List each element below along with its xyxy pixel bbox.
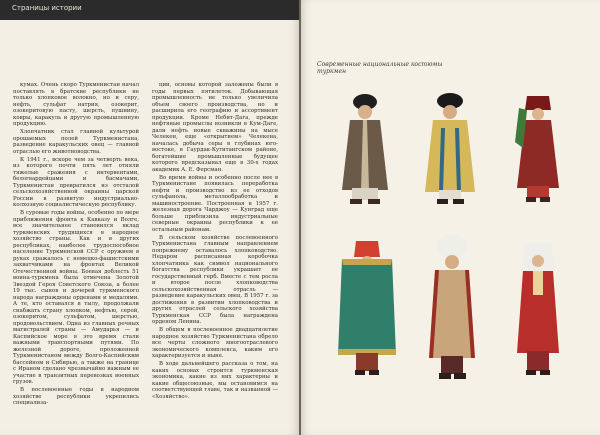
costume-face — [532, 255, 544, 267]
running-head — [0, 0, 299, 20]
paragraph: Хлопчатник стал главной культурой орошаемых полей Туркменистана, разведение каракульских овец — главной отраслью его животноводства. — [13, 129, 139, 155]
costume-shoe — [540, 197, 550, 202]
costume-shoe — [369, 370, 379, 375]
costume-face — [445, 255, 459, 269]
costume-boot — [453, 199, 464, 204]
paragraph: В послевоенные годы в народном хозяйстве республики укрепились специализа- — [13, 387, 139, 406]
illustration-caption: Современные национальные костюмы туркмен — [317, 61, 443, 76]
paragraph: В ходе дальнейшего рассказа о том, на каких основах строится туркменская экономика, какие из них характерны и какие общесоюзные, мы остановимся на соответствующей главе, так и названной — «Хозяйство». — [152, 361, 278, 400]
costume-shoe — [540, 370, 550, 375]
costume-illustration — [419, 88, 481, 208]
costume-pants — [352, 188, 378, 200]
costume-shoe — [526, 370, 536, 375]
costume-pants — [441, 356, 463, 374]
costume-headdress — [354, 241, 380, 257]
costume-sheepskin-hat — [437, 234, 467, 258]
costume-boot — [350, 199, 362, 204]
costume-pants — [439, 190, 461, 200]
costume-shoe — [526, 197, 536, 202]
costume-figure-4 — [334, 235, 400, 385]
paragraph: Во время войны и особенно после нее в Туркменистане появилась переработка нефти и производство из ее отходов сульфанола, металлообработка и машиностроение. Построенная в 1957 г. железная дорога Чарджоу — Кунград еще больше приблизила индустриальные северные окраины республики к ее остальным районам. — [152, 174, 278, 233]
costume-dress — [356, 353, 378, 371]
costume-shawl — [338, 259, 396, 355]
paragraph: К 1941 г., вскоре чем за четверть века, из которого почти пять лет отняли тяжелые сражения с интервентами, белогвардейцами и басмачами, Туркменистан превратился из отсталой сельскохозяйственной окраины царской России в развитую индустриально-колхозную социалистическую республику. — [13, 156, 139, 208]
costume-illustration — [507, 88, 569, 208]
paragraph: кумах. Очень скоро Туркменистан начал поставлять в братские республики не только хлопковое волокно, но и серу, нефть, сульфат натрия, озокерит, озокеритовую пасту, шерсть, пушнину, ковры, каракуль и другую промышленную продукцию. — [13, 82, 139, 127]
costume-breastplate — [533, 271, 543, 295]
costume-figure-1 — [334, 88, 396, 208]
paragraph: В суровые годы войны, особенно по мере приближения фронта к Кавказу и Волге, все значительнее становился вклад туркменских трудящихся в народное хозяйство страны. Как и в других республиках, наиболее трудоспособное население Туркменской ССР с оружием в руках сражалось с немецко-фашистскими захватчиками на фронтах Великой Отечественной войны. Боевая доблесть 51 воина-туркмена была отмечена Золотой Звездой Героя Советского Союза, а более 19 тыс. сынов и дочерей туркменского народа награждены орденами и медалями. А те, кто оставался в тылу, продолжали снабжать страну хлопком, нефтью, серой, озокеритом, сульфатом, шерстью, продовольствием. Одна из главных речных магистралей страны — Амударья — и Каспийское море в это время стали важными транспортными путями. По железной дороге, проложенной Туркменистаном между Волго-Каспийским бассейном и Сибирью, а также на границе с Ираном сделано чрезвычайно важным ее участие в транзитных перевозках военных грузов. — [13, 210, 139, 385]
right-page — [301, 0, 600, 435]
costume-face — [443, 105, 457, 119]
paragraph: ции, основы которой заложены были в годы первых пятилеток. Добывающая промышленность не только увеличила объем своего производства, но и расширила его географию и ассортимент продукции. Кроме Небит-Дага, прежде нефтяные промыслы возникли в Кум-Даге, дали нефть новые скважины на мысе Челекен, еще «открытием» Челекена, началась добыча серы в глубинах юго-востоке, в Гаурдак-Кугитангском районе, богатейшие промышленные будущее которого предсказывал еще в 30-х годах академик А. Е. Ферсман. — [152, 82, 278, 173]
costume-illustration — [334, 88, 396, 208]
costume-shoe — [355, 370, 365, 375]
costume-headdress — [525, 96, 551, 110]
costume-illustration — [507, 235, 569, 385]
costume-illustration — [421, 232, 483, 387]
costume-boot — [439, 373, 451, 379]
paragraph: В общем в послевоенное двадцатилетие народное хозяйство Туркменистана обрело все черты сложного многоотраслевого экономического комплекса, каким его характеризуется и ныне. — [152, 327, 278, 359]
text-column-2 — [152, 82, 278, 402]
running-head-title: Страницы истории — [12, 4, 82, 12]
costume-figure-3 — [507, 88, 569, 208]
costume-trousers — [527, 351, 549, 371]
costume-face — [532, 108, 544, 120]
costume-boot — [437, 199, 448, 204]
costume-figure-6 — [507, 235, 569, 385]
text-column-1 — [13, 82, 139, 408]
costume-boot — [454, 373, 466, 379]
left-page — [0, 0, 299, 435]
costume-face — [358, 105, 372, 119]
costume-figure-2 — [419, 88, 481, 208]
paragraph: В сельском хозяйстве послевоенного Туркменистана главным направлением попрежнему оставалось хлопководство. Недаром расписанная коробочка хлопчатника как символ национального богатства республики украшает ее государственный герб. Вместе с тем росла и второе после хлопководства сельскохозяйственная отрасль — разведение каракульских овец. В 1957 г. за достижения в развитии хлопководства и других отраслей сельского хозяйства Туркменская ССР была награждена орденом Ленина. — [152, 234, 278, 325]
costume-robe — [425, 120, 475, 192]
costume-illustration — [334, 235, 400, 385]
costume-boot — [368, 199, 380, 204]
costume-trousers — [527, 186, 549, 198]
costume-figure-5 — [421, 232, 483, 387]
